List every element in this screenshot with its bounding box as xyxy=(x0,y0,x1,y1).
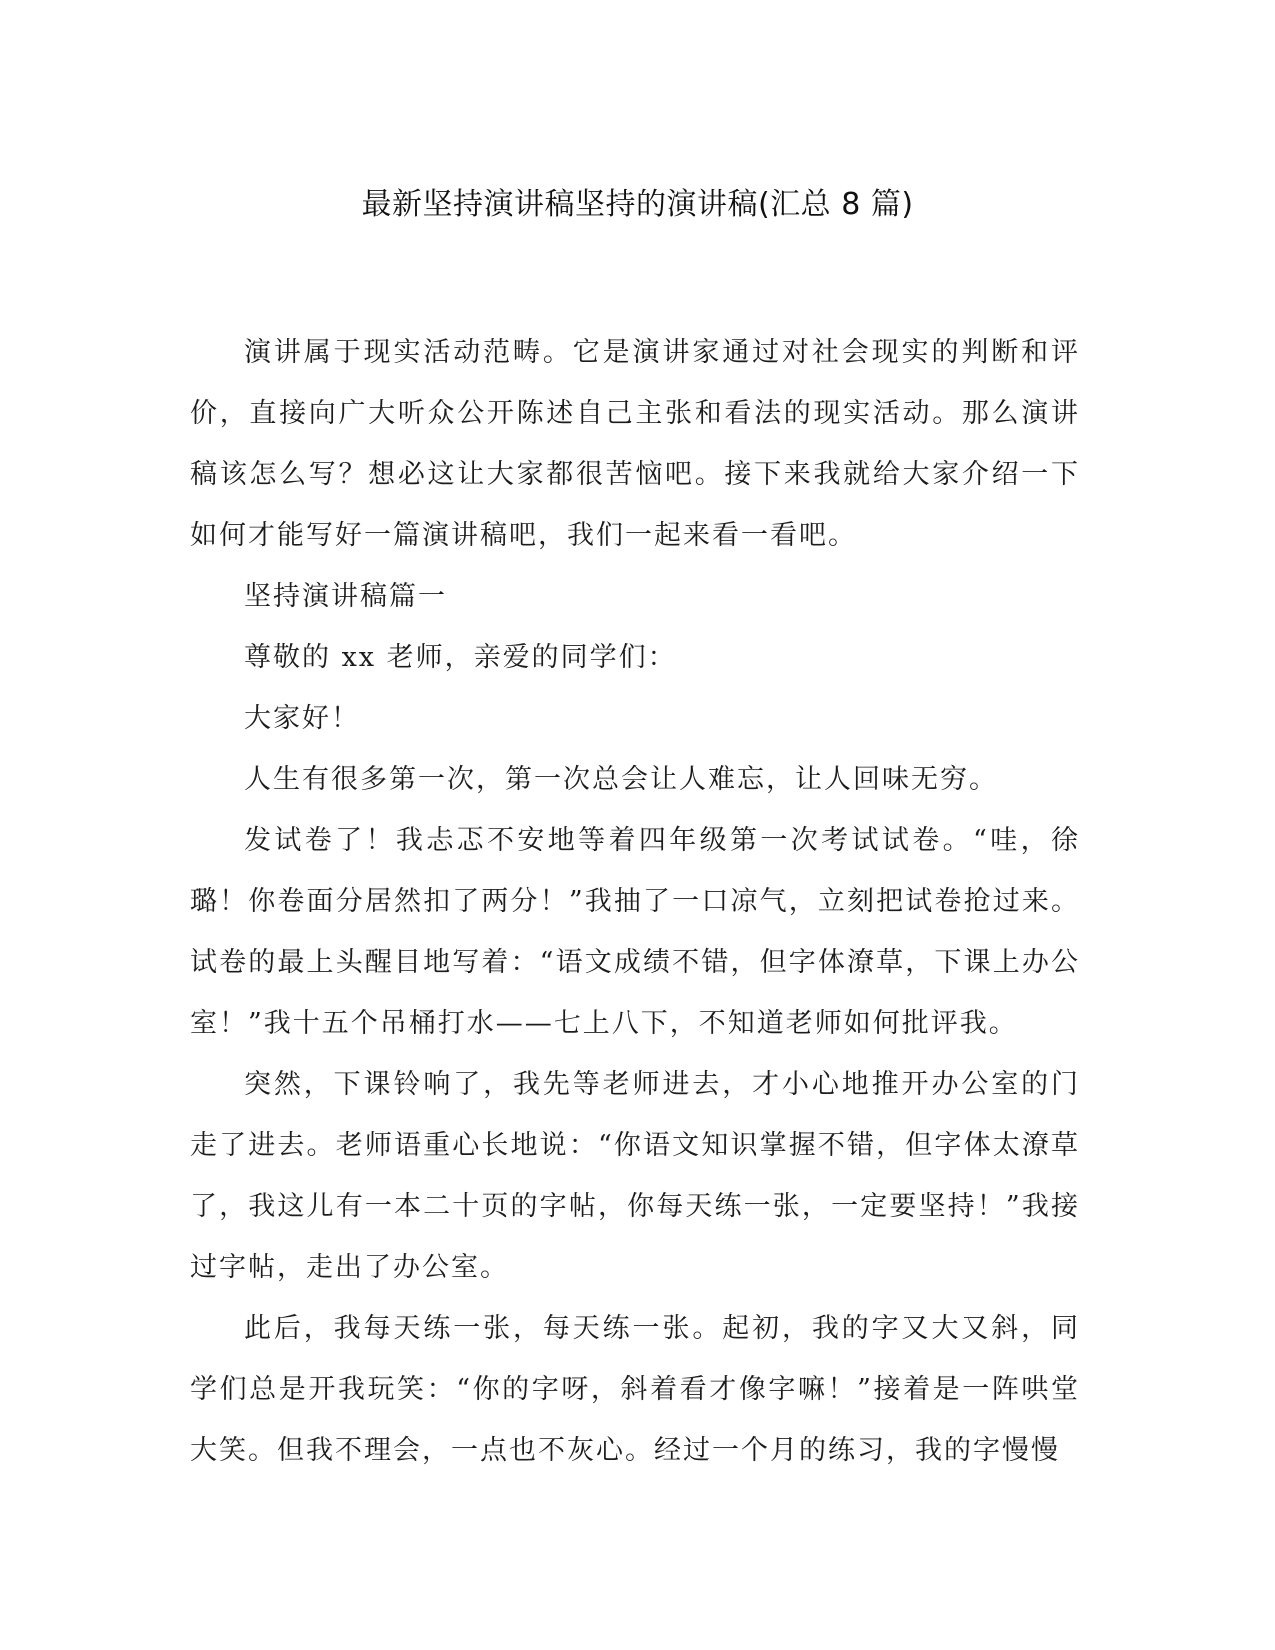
body-paragraph: 此后，我每天练一张，每天练一张。起初，我的字又大又斜，同学们总是开我玩笑：“你的字呀，斜着看才像字嘛！”接着是一阵哄堂大笑。但我不理会，一点也不灰心。经过一个月的练习，我的字慢慢 xyxy=(190,1313,1080,1466)
salutation: 尊敬的 xx 老师，亲爱的同学们： xyxy=(244,642,677,673)
intro-paragraph: 演讲属于现实活动范畴。它是演讲家通过对社会现实的判断和评价，直接向广大听众公开陈述自己主张和看法的现实活动。那么演讲稿该怎么写？想必这让大家都很苦恼吧。接下来我就给大家介绍一下如何才能写好一篇演讲稿吧，我们一起来看一看吧。 xyxy=(190,337,1080,551)
body-paragraph: 突然，下课铃响了，我先等老师进去，才小心地推开办公室的门走了进去。老师语重心长地说：“你语文知识掌握不错，但字体太潦草了，我这儿有一本二十页的字帖，你每天练一张，一定要坚持！”我接过字帖，走出了办公室。 xyxy=(190,1069,1080,1283)
body-paragraph: 人生有很多第一次，第一次总会让人难忘，让人回味无穷。 xyxy=(244,764,998,795)
section-heading: 坚持演讲稿篇一 xyxy=(244,581,447,612)
document-body xyxy=(190,322,1080,1481)
body-paragraph: 发试卷了！我忐忑不安地等着四年级第一次考试试卷。“哇，徐璐！你卷面分居然扣了两分！”我抽了一口凉气，立刻把试卷抢过来。试卷的最上头醒目地写着：“语文成绩不错，但字体潦草，下课上办公室！”我十五个吊桶打水——七上八下，不知道老师如何批评我。 xyxy=(190,825,1080,1039)
greeting: 大家好！ xyxy=(244,703,360,734)
document-title: 最新坚持演讲稿坚持的演讲稿(汇总 8 篇) xyxy=(361,187,914,222)
